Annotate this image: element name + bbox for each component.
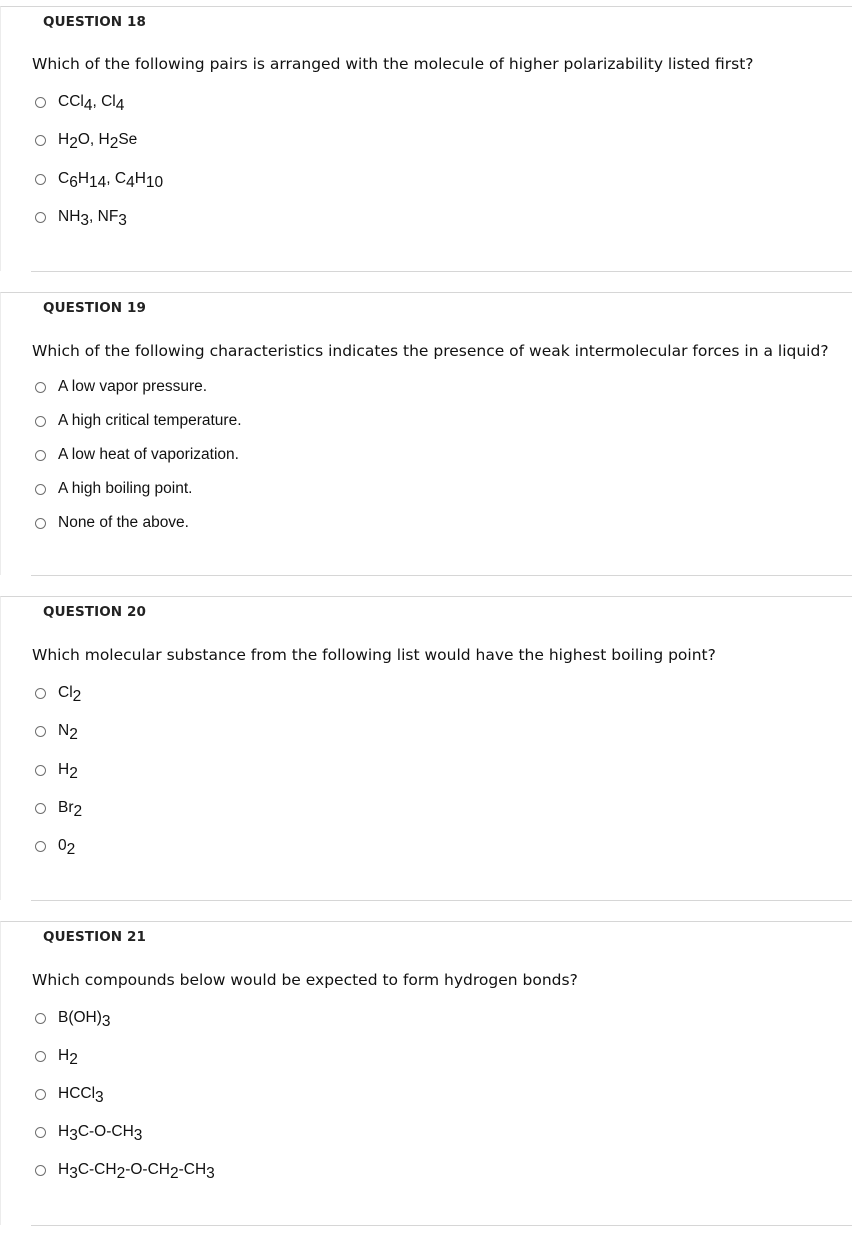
option-label: A high critical temperature. [58, 412, 242, 429]
option-label: $Br_2$ [58, 799, 83, 820]
option-label: $Cl_2$ [58, 684, 82, 705]
question-20-block [0, 596, 852, 900]
radio-button[interactable] [35, 450, 46, 461]
answer-option[interactable] [35, 478, 192, 500]
radio-button[interactable] [35, 174, 46, 185]
radio-button[interactable] [35, 518, 46, 529]
radio-button[interactable] [35, 1165, 46, 1176]
question-divider [31, 271, 852, 272]
question-18-block [0, 6, 852, 271]
question-19-block [0, 292, 852, 575]
radio-button[interactable] [35, 765, 46, 776]
radio-button[interactable] [35, 97, 46, 108]
answer-option[interactable] [35, 797, 82, 819]
radio-button[interactable] [35, 688, 46, 699]
option-label: $B(OH)_3$ [58, 1009, 111, 1030]
radio-button[interactable] [35, 1013, 46, 1024]
answer-option[interactable] [35, 410, 242, 432]
radio-button[interactable] [35, 803, 46, 814]
answer-option[interactable] [35, 682, 81, 704]
question-text: Which of the following characteristics indicates the presence of weak intermolecular forces in a liquid? [32, 342, 829, 360]
radio-button[interactable] [35, 1051, 46, 1062]
option-label: A low vapor pressure. [58, 378, 208, 395]
radio-button[interactable] [35, 135, 46, 146]
question-title: QUESTION 21 [43, 929, 146, 945]
option-label: HCCl$_3$ [58, 1085, 104, 1106]
option-label: $H_2O$, $H_2Se$ [58, 131, 138, 152]
answer-option[interactable] [35, 168, 163, 190]
answer-option[interactable] [35, 1121, 142, 1143]
question-title: QUESTION 20 [43, 604, 146, 620]
answer-option[interactable] [35, 720, 78, 742]
radio-button[interactable] [35, 382, 46, 393]
question-21-block [0, 921, 852, 1225]
question-text: Which molecular substance from the following list would have the highest boiling point? [32, 646, 716, 664]
option-label: A low heat of vaporization. [58, 446, 239, 463]
answer-option[interactable] [35, 91, 124, 113]
option-label: None of the above. [58, 514, 189, 531]
answer-option[interactable] [35, 444, 239, 466]
question-divider [31, 900, 852, 901]
answer-option[interactable] [35, 1007, 111, 1029]
option-label: $H_2$ [58, 761, 78, 782]
radio-button[interactable] [35, 726, 46, 737]
answer-option[interactable] [35, 206, 127, 228]
radio-button[interactable] [35, 1089, 46, 1100]
radio-button[interactable] [35, 1127, 46, 1138]
question-title: QUESTION 19 [43, 300, 146, 316]
radio-button[interactable] [35, 841, 46, 852]
answer-option[interactable] [35, 1045, 78, 1067]
radio-button[interactable] [35, 212, 46, 223]
answer-option[interactable] [35, 1083, 104, 1105]
answer-option[interactable] [35, 376, 207, 398]
answer-option[interactable] [35, 129, 137, 151]
question-text: Which compounds below would be expected to form hydrogen bonds? [32, 971, 578, 989]
answer-option[interactable] [35, 835, 75, 857]
option-label: $0_2$ [58, 837, 76, 858]
option-label: $N_2$ [58, 722, 78, 743]
question-divider [31, 1225, 852, 1226]
option-label: $C_6H_{14}$, $C_4H_{10}$ [58, 170, 164, 191]
radio-button[interactable] [35, 484, 46, 495]
option-label: CCl$_4$, $Cl_4$ [58, 93, 125, 114]
option-label: A high boiling point. [58, 480, 193, 497]
radio-button[interactable] [35, 416, 46, 427]
answer-option[interactable] [35, 512, 189, 534]
option-label: $NH_3$, $NF_3$ [58, 208, 127, 229]
answer-option[interactable] [35, 759, 78, 781]
question-divider [31, 575, 852, 576]
option-label: $H_2$ [58, 1047, 78, 1068]
answer-option[interactable] [35, 1159, 215, 1181]
question-title: QUESTION 18 [43, 14, 146, 30]
question-text: Which of the following pairs is arranged with the molecule of higher polarizability listed first? [32, 55, 754, 73]
option-label: $H_3C-O-CH_3$ [58, 1123, 143, 1144]
option-label: $H_3C-CH_2-O-CH_2-CH_3$ [58, 1161, 215, 1182]
